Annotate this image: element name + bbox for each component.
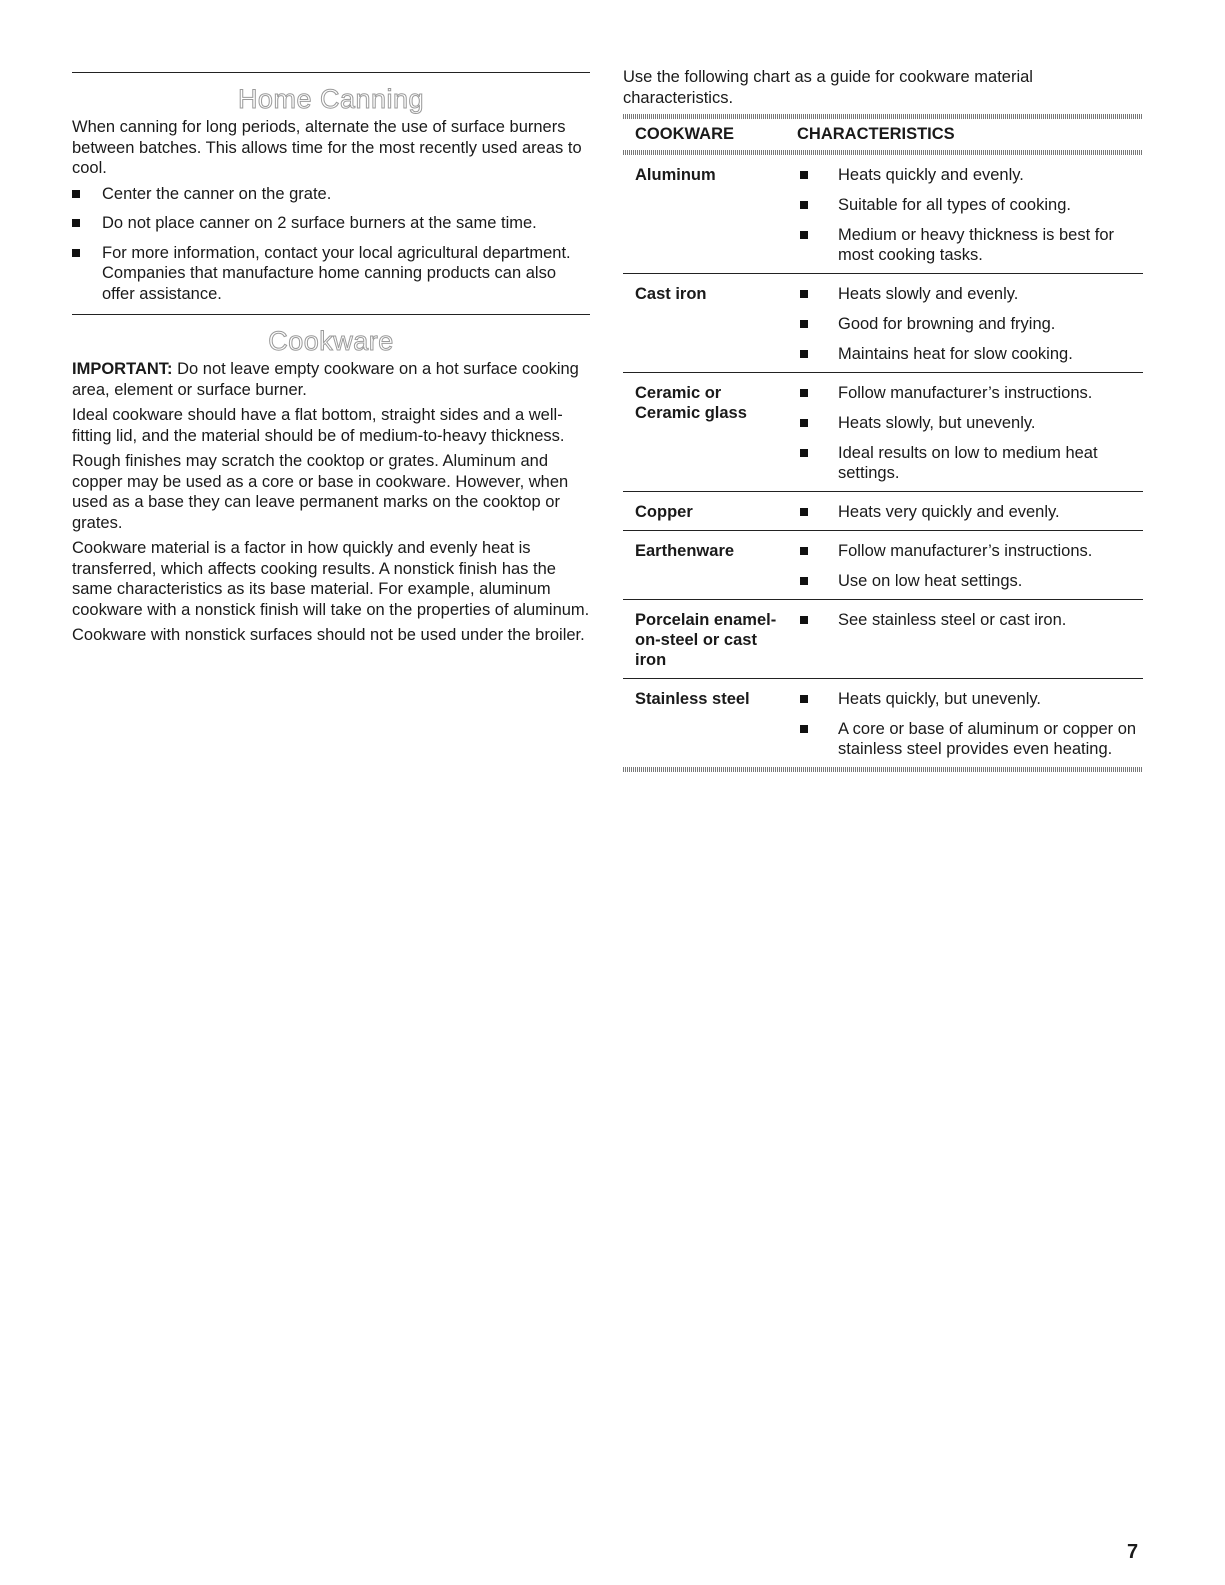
characteristic-item: Good for browning and frying. xyxy=(797,314,1143,334)
list-item: Do not place canner on 2 surface burners at the same time. xyxy=(72,213,590,234)
characteristic-item: Ideal results on low to medium heat settings. xyxy=(797,443,1143,483)
characteristic-item: Heats very quickly and evenly. xyxy=(797,502,1143,522)
header-divider xyxy=(623,150,1143,155)
table-bottom-border xyxy=(623,767,1143,772)
bullet-icon xyxy=(800,547,808,555)
characteristic-item: Heats slowly, but unevenly. xyxy=(797,413,1143,433)
right-column xyxy=(623,67,1143,772)
important-text: Do not leave empty cookware on a hot surface cooking area, element or surface burner. xyxy=(72,360,579,399)
chart-intro: Use the following chart as a guide for cookware material characteristics. xyxy=(623,68,1033,107)
table-row xyxy=(623,274,1143,373)
bullet-icon xyxy=(800,201,808,209)
bullet-icon xyxy=(800,320,808,328)
material-name: Copper xyxy=(623,492,785,531)
characteristic-item: Heats quickly, but unevenly. xyxy=(797,689,1143,709)
bullet-icon xyxy=(800,231,808,239)
table-row xyxy=(623,155,1143,274)
table-row xyxy=(623,600,1143,679)
material-name: Stainless steel xyxy=(635,690,750,708)
important-note xyxy=(72,359,590,400)
cookware-paragraph: Rough finishes may scratch the cooktop or grates. Aluminum and copper may be used as a core or base in cookware. However, when used as a base they can leave permanent marks on the cooktop or grates. xyxy=(72,452,569,532)
cookware-paragraph: Cookware with nonstick surfaces should not be used under the broiler. xyxy=(72,626,585,644)
bullet-icon xyxy=(800,419,808,427)
bullet-icon xyxy=(800,290,808,298)
column-header-cookware: COOKWARE xyxy=(635,125,734,143)
bullet-icon xyxy=(800,389,808,397)
material-name: Earthenware xyxy=(623,531,785,600)
characteristic-item: See stainless steel or cast iron. xyxy=(797,610,1143,630)
characteristic-item: Maintains heat for slow cooking. xyxy=(797,344,1143,364)
table-row xyxy=(623,679,1143,768)
cookware-heading: Cookware xyxy=(268,326,394,356)
cookware-paragraph: Ideal cookware should have a flat bottom, straight sides and a well-fitting lid, and the material should be of medium-to-heavy thickness. xyxy=(72,406,565,445)
section-divider xyxy=(72,72,590,73)
left-column xyxy=(72,72,590,651)
characteristic-item: Follow manufacturer’s instructions. xyxy=(797,541,1143,561)
material-name: Porcelain enamel-on-steel or cast iron xyxy=(623,600,785,679)
section-divider xyxy=(72,314,590,315)
list-item: Center the canner on the grate. xyxy=(72,184,590,205)
bullet-icon xyxy=(800,350,808,358)
bullet-icon xyxy=(800,695,808,703)
cookware-table xyxy=(623,119,1143,767)
bullet-icon xyxy=(800,577,808,585)
home-canning-intro: When canning for long periods, alternate the use of surface burners between batches. This allows time for the most recently used areas to cool. xyxy=(72,118,582,177)
characteristic-item: Follow manufacturer’s instructions. xyxy=(797,383,1143,403)
table-row xyxy=(623,492,1143,531)
bullet-icon xyxy=(800,725,808,733)
material-name: Cast iron xyxy=(623,274,785,373)
column-header-characteristics: CHARACTERISTICS xyxy=(797,125,955,143)
bullet-icon xyxy=(800,449,808,457)
characteristic-item: A core or base of aluminum or copper on stainless steel provides even heating. xyxy=(797,719,1143,759)
cookware-paragraph: Cookware material is a factor in how quickly and evenly heat is transferred, which affects cooking results. A nonstick finish has the same characteristics as its base material. For example, aluminum cookware with a nonstick finish will take on the properties of aluminum. xyxy=(72,539,590,619)
characteristic-item: Suitable for all types of cooking. xyxy=(797,195,1143,215)
material-name: Aluminum xyxy=(623,155,785,274)
table-row xyxy=(623,531,1143,600)
material-name: Ceramic or Ceramic glass xyxy=(623,373,785,492)
table-top-border xyxy=(623,114,1143,119)
characteristic-item: Medium or heavy thickness is best for most cooking tasks. xyxy=(797,225,1143,265)
bullet-icon xyxy=(800,171,808,179)
table-row xyxy=(623,373,1143,492)
important-label: IMPORTANT: xyxy=(72,360,173,378)
bullet-icon xyxy=(72,190,80,198)
characteristic-item: Heats quickly and evenly. xyxy=(797,165,1143,185)
bullet-icon xyxy=(800,508,808,516)
characteristic-item: Use on low heat settings. xyxy=(797,571,1143,591)
bullet-icon xyxy=(800,616,808,624)
bullet-icon xyxy=(72,249,80,257)
bullet-icon xyxy=(72,219,80,227)
page-number: 7 xyxy=(1127,1541,1139,1563)
characteristic-item: Heats slowly and evenly. xyxy=(797,284,1143,304)
list-item: For more information, contact your local agricultural department. Companies that manufacture home canning products can also offer assistance. xyxy=(72,243,590,305)
home-canning-heading: Home Canning xyxy=(237,84,425,114)
home-canning-list xyxy=(72,184,590,305)
